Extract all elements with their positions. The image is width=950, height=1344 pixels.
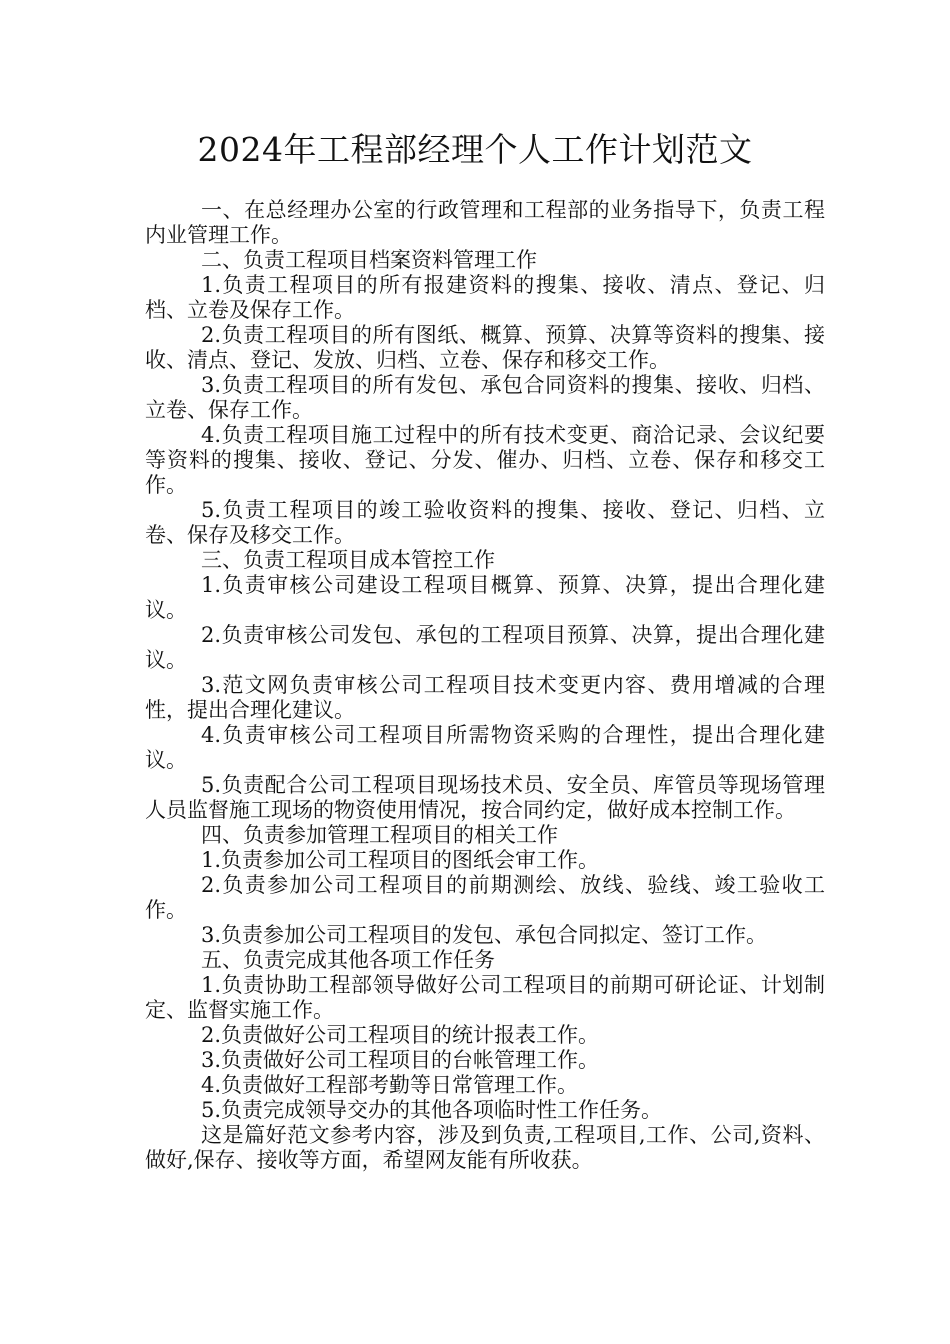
paragraph-2-5: 5.负责工程项目的竣工验收资料的搜集、接收、登记、归档、立卷、保存及移交工作。 [145,498,825,547]
paragraph-5-5: 5.负责完成领导交办的其他各项临时性工作任务。 [201,1098,663,1122]
paragraph-5-2: 2.负责做好公司工程项目的统计报表工作。 [201,1023,600,1047]
paragraph-5-1: 1.负责协助工程部领导做好公司工程项目的前期可研论证、计划制定、监督实施工作。 [145,973,825,1022]
paragraph-4-1: 1.负责参加公司工程项目的图纸会审工作。 [201,848,600,872]
paragraph-3-5: 5.负责配合公司工程项目现场技术员、安全员、库管员等现场管理人员监督施工现场的物资使用情况，按合同约定，做好成本控制工作。 [145,773,825,822]
closing-paragraph: 这是篇好范文参考内容，涉及到负责,工程项目,工作、公司,资料、做好,保存、接收等方面，希望网友能有所收获。 [145,1123,825,1172]
section-heading-4: 四、负责参加管理工程项目的相关工作 [201,823,558,847]
document-body [145,198,825,1173]
paragraph-3-3: 3.范文网负责审核公司工程项目技术变更内容、费用增减的合理性，提出合理化建议。 [145,673,825,722]
paragraph-5-3: 3.负责做好公司工程项目的台帐管理工作。 [201,1048,600,1072]
paragraph-2-2: 2.负责工程项目的所有图纸、概算、预算、决算等资料的搜集、接收、清点、登记、发放、归档、立卷、保存和移交工作。 [145,323,825,372]
paragraph-3-4: 4.负责审核公司工程项目所需物资采购的合理性，提出合理化建议。 [145,723,825,772]
section-heading-3: 三、负责工程项目成本管控工作 [201,548,495,572]
paragraph-4-2: 2.负责参加公司工程项目的前期测绘、放线、验线、竣工验收工作。 [145,873,825,922]
paragraph-4-3: 3.负责参加公司工程项目的发包、承包合同拟定、签订工作。 [201,923,768,947]
paragraph-3-2: 2.负责审核公司发包、承包的工程项目预算、决算，提出合理化建议。 [145,623,825,672]
paragraph-5-4: 4.负责做好工程部考勤等日常管理工作。 [201,1073,579,1097]
document-title: 2024年工程部经理个人工作计划范文 [197,130,753,169]
section-heading-5: 五、负责完成其他各项工作任务 [201,948,495,972]
paragraph-3-1: 1.负责审核公司建设工程项目概算、预算、决算，提出合理化建议。 [145,573,825,622]
paragraph-2-4: 4.负责工程项目施工过程中的所有技术变更、商洽记录、会议纪要等资料的搜集、接收、登记、分发、催办、归档、立卷、保存和移交工作。 [145,423,825,497]
paragraph-1: 一、在总经理办公室的行政管理和工程部的业务指导下，负责工程内业管理工作。 [145,198,825,247]
section-heading-2: 二、负责工程项目档案资料管理工作 [201,248,537,272]
paragraph-2-3: 3.负责工程项目的所有发包、承包合同资料的搜集、接收、归档、立卷、保存工作。 [145,373,825,422]
paragraph-2-1: 1.负责工程项目的所有报建资料的搜集、接收、清点、登记、归档、立卷及保存工作。 [145,273,825,322]
